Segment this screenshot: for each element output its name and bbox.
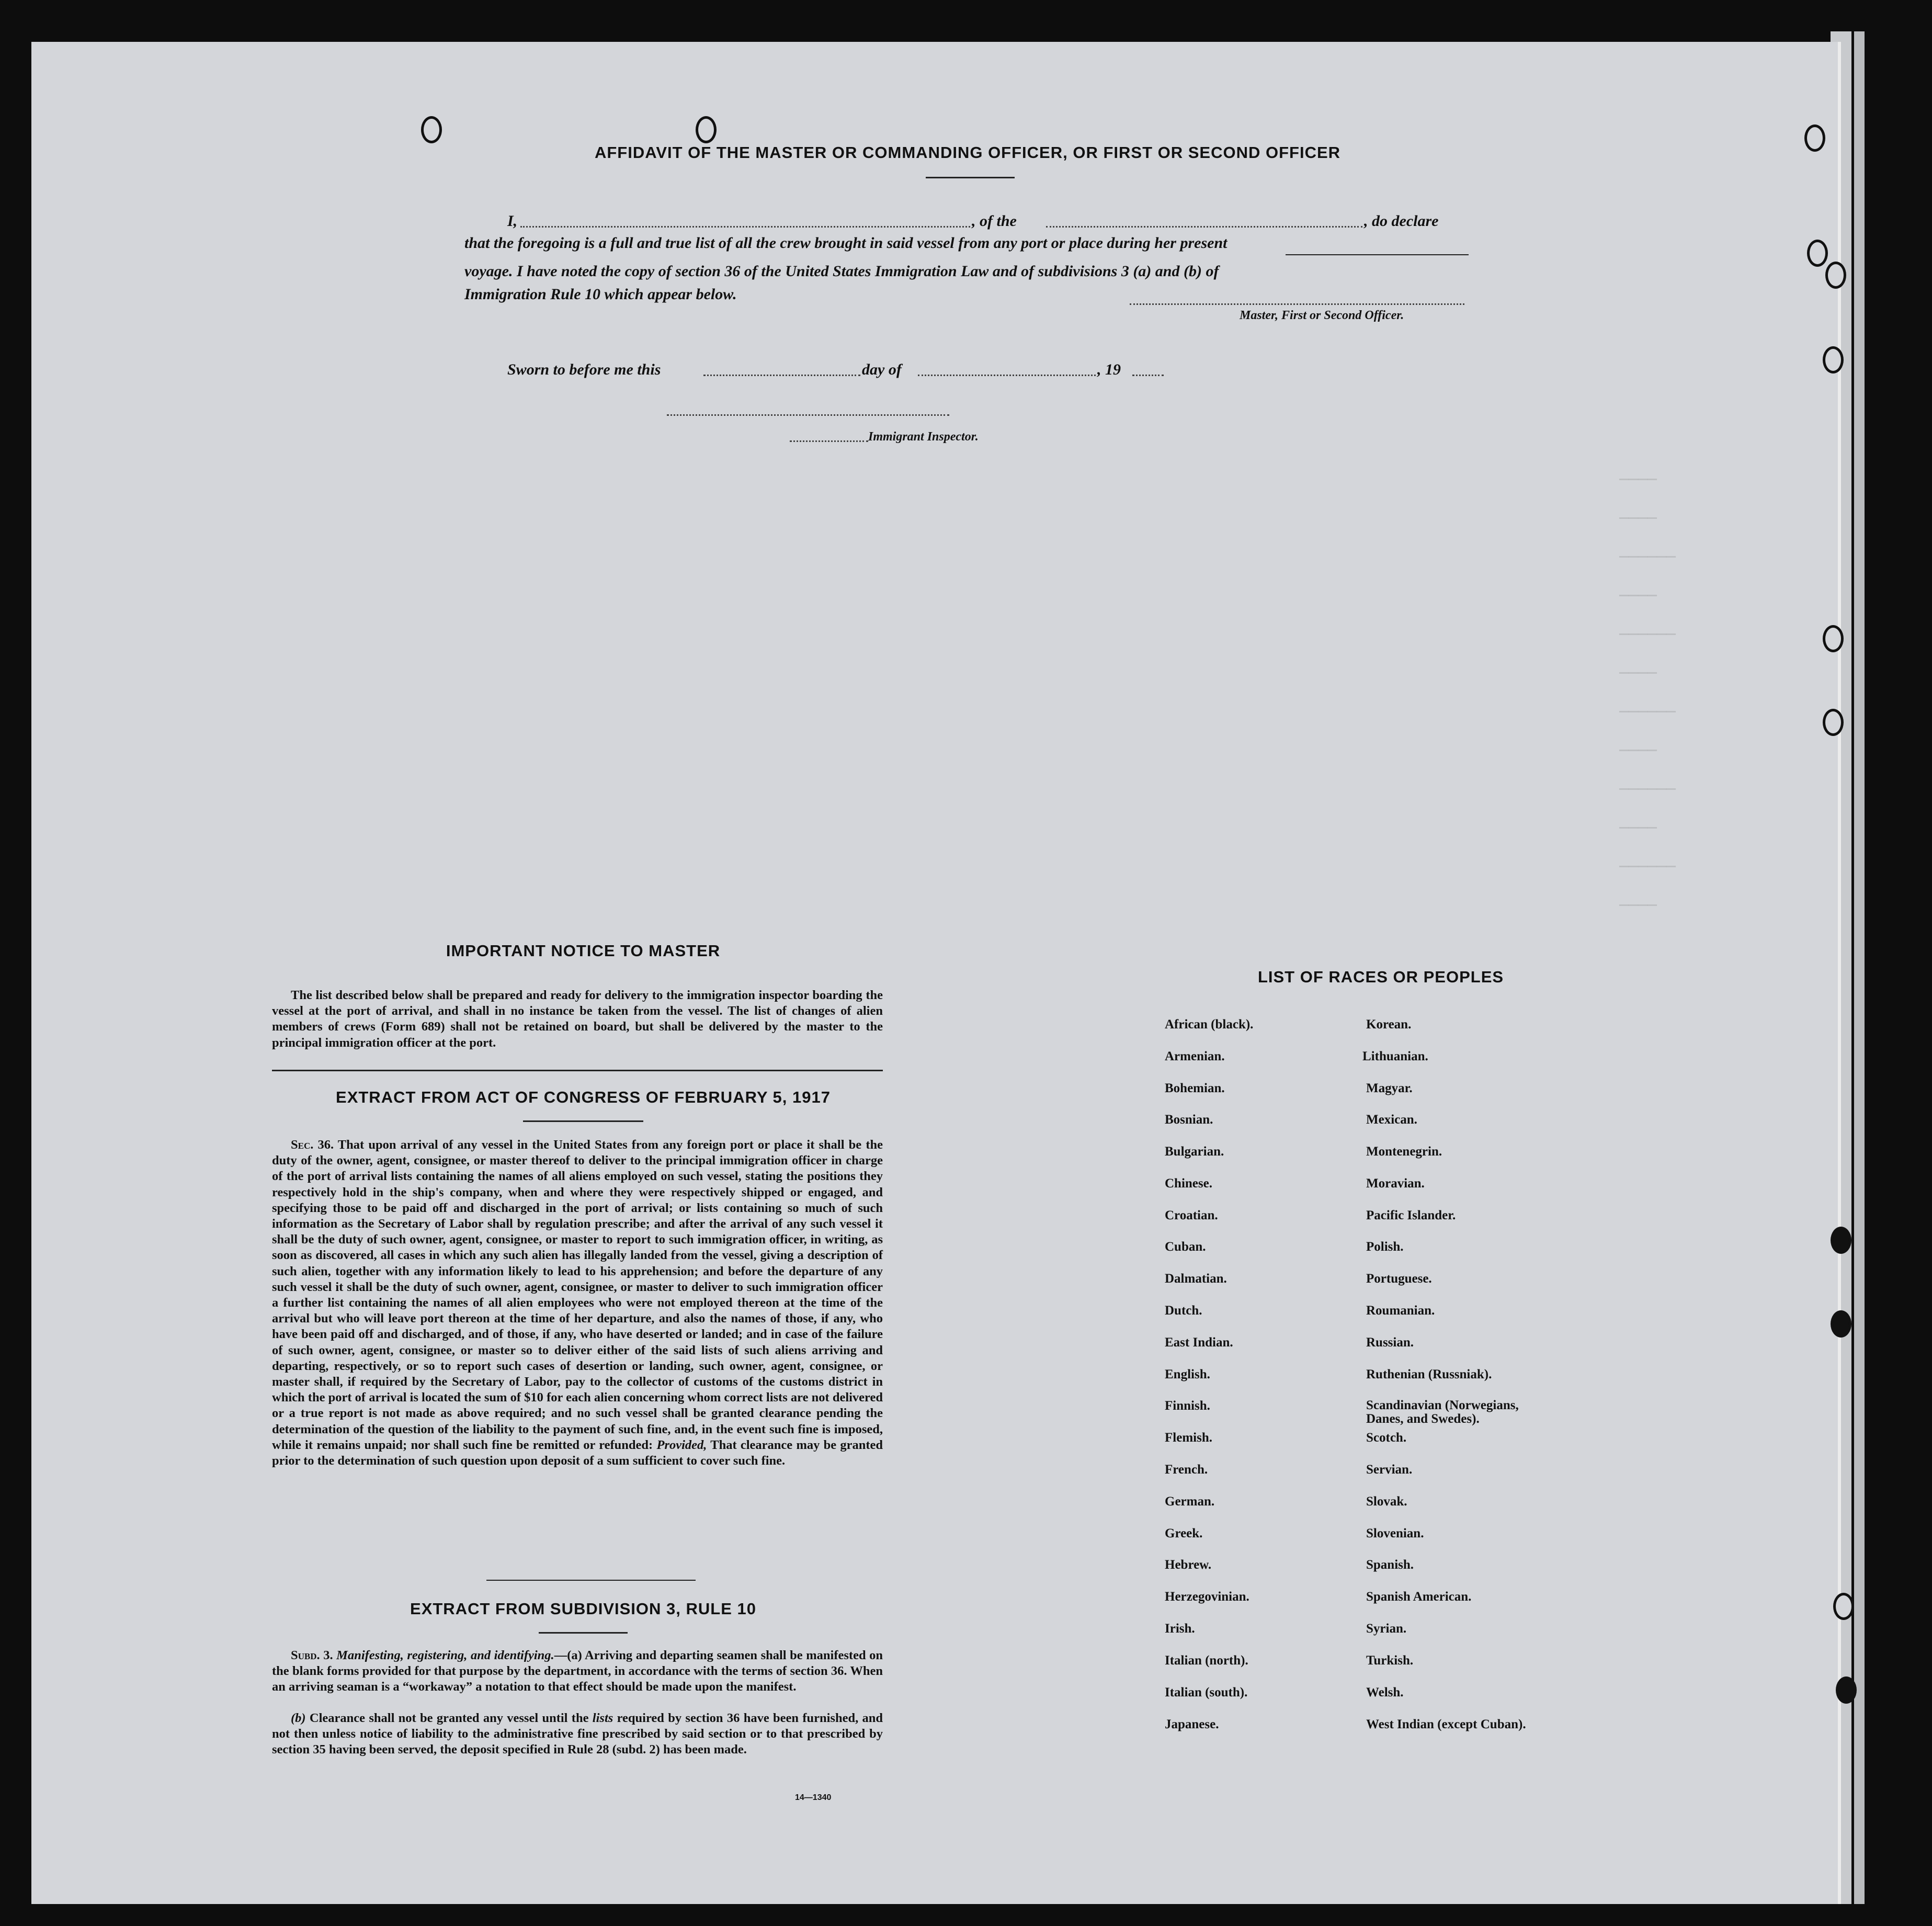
race-item: English. (1165, 1367, 1210, 1381)
punch-hole (1833, 1593, 1854, 1620)
race-item: Welsh. (1366, 1685, 1404, 1700)
punch-hole (1804, 124, 1825, 152)
race-item: Spanish American. (1366, 1590, 1472, 1604)
act-title-rule (523, 1120, 643, 1122)
race-item: Roumanian. (1366, 1304, 1435, 1318)
act-title: EXTRACT FROM ACT OF CONGRESS OF FEBRUARY 5, 1917 (336, 1088, 831, 1106)
race-item: French. (1165, 1463, 1208, 1477)
day-of-label: day of (862, 361, 902, 378)
rule-subd-b (272, 1710, 883, 1758)
bleed-through-texture: ———— ———— —————— ———— —————— ———— —————— ———— —————— ———— —————— ———— (1619, 471, 1676, 914)
notice-separator (272, 1070, 883, 1071)
race-item: Flemish. (1165, 1431, 1212, 1445)
race-item: West Indian (except Cuban). (1366, 1717, 1526, 1731)
affidavit-title: AFFIDAVIT OF THE MASTER OR COMMANDING OFFICER, OR FIRST OR SECOND OFFICER (594, 143, 1341, 162)
race-item: Greek. (1165, 1526, 1203, 1540)
affidavit-declare-label: , do declare (1364, 212, 1439, 230)
race-item: Servian. (1366, 1463, 1413, 1477)
inspector-caption: Immigrant Inspector. (868, 430, 979, 444)
affidavit-line-4: Immigration Rule 10 which appear below. (464, 286, 737, 303)
vessel-name-field[interactable] (1046, 226, 1362, 228)
race-item: Syrian. (1366, 1622, 1407, 1636)
master-signature-caption: Master, First or Second Officer. (1240, 309, 1404, 322)
notice-title: IMPORTANT NOTICE TO MASTER (446, 942, 721, 960)
subd-b-text-1: Clearance shall not be granted any vessel until the (309, 1711, 589, 1725)
race-item: Mexican. (1366, 1113, 1417, 1127)
sec-36-proviso: That clearance may be granted prior to the determination of such question upon deposit of a sum sufficient to cover such fine. (272, 1437, 883, 1468)
races-title: LIST OF RACES OR PEOPLES (1257, 968, 1504, 986)
punch-hole (1823, 346, 1844, 373)
sec-36-text: That upon arrival of any vessel in the United States from any foreign port or place it shall be the duty of the owner, agent, consignee, or master thereof to deliver to the principal immigration officer in charge of the port of arrival lists containing the names of all aliens employed on such vessel, stating the positions they respectively hold in the ship's company, when and where they were respectively shipped or engaged, and specifying those to be paid off and discharged in the port of arrival; or lists containing so much of such information as the Secretary of Labor shall by regulation prescribe; and after the arrival of any such vessel it shall be the duty of such owner, agent, consignee, or master to report to such immigration officer, in writing, as soon as discovered, all cases in which any such alien has illegally landed from the vessel, giving a description of such alien, together with any information likely to lead to his apprehension; and before the departure of any such vessel it shall be the duty of such owner, agent, consignee, or master to deliver to such immigration officer a further list containing the names of all alien employees who were not employed thereon at the time of the arrival but who will leave port thereon at the time of her departure, and also the names of those, if any, who have been paid off and discharged, and of those, if any, who have deserted or landed; and in case of the failure of such owner, agent, consignee, or master so to deliver either of the said lists of such aliens arriving and departing, respectively, or so to report such cases of desertion or landing, such owner, agent, consignee, or master shall, if required by the Secretary of Labor, pay to the collector of customs of the customs district in which the port of arrival is located the sum of $10 for each alien concerning whom correct lists are not delivered or a true report is not made as above required; and no such vessel shall be granted clearance pending the determination of the question of the liability to the payment of such fine, and, in the event such fine is imposed, while it remains unpaid; nor shall such fine be remitted or refunded: (272, 1138, 883, 1452)
sworn-label: Sworn to before me this (507, 361, 661, 378)
act-separator (486, 1580, 696, 1581)
race-item: Armenian. (1165, 1049, 1225, 1063)
sec-label: Sec. 36. (291, 1138, 334, 1152)
subd-b-lists: lists (592, 1711, 613, 1725)
race-item: Slovak. (1366, 1494, 1407, 1509)
affidavit-of-the-label: , of the (972, 212, 1017, 230)
subd-a-text: Arriving and departing seamen shall be manifested on the blank forms provided for that purpose by the department, in accordance with the terms of section 36. When an arriving seaman is a “workaway” a notation to that effect should be made upon the manifest. (272, 1648, 883, 1694)
race-item: Ruthenian (Russniak). (1366, 1367, 1492, 1381)
punch-hole (1836, 1676, 1857, 1704)
race-item: German. (1165, 1494, 1215, 1509)
race-item: Portuguese. (1366, 1272, 1432, 1286)
master-signature-field[interactable] (1130, 303, 1464, 305)
race-item: Turkish. (1366, 1653, 1414, 1668)
subd-b-label: (b) (291, 1711, 306, 1725)
notice-body (272, 988, 883, 1051)
race-item: Magyar. (1366, 1081, 1413, 1095)
race-item: Bohemian. (1165, 1081, 1225, 1095)
subd-heading: Manifesting, registering, and identifying. (336, 1648, 554, 1662)
act-section-36 (272, 1137, 883, 1469)
sworn-day-field[interactable] (703, 375, 860, 376)
provided-term: Provided, (656, 1437, 707, 1452)
year-label: , 19 (1097, 361, 1121, 378)
race-item: Bosnian. (1165, 1113, 1213, 1127)
punch-hole (1825, 262, 1846, 289)
race-item: Italian (south). (1165, 1685, 1248, 1700)
race-item: Italian (north). (1165, 1653, 1248, 1668)
race-item: Hebrew. (1165, 1558, 1212, 1572)
race-item: Herzegovinian. (1165, 1590, 1249, 1604)
notice-text: The list described below shall be prepared and ready for delivery to the immigration inspector boarding the vessel at the port of arrival, and shall in no instance be taken from the vessel. The list of changes of alien members of crews (Form 689) shall not be retained on board, but shall be delivered by the master to the principal immigration officer at the port. (272, 988, 883, 1050)
rule-subd-a (272, 1648, 883, 1695)
race-item: Scotch. (1366, 1431, 1407, 1445)
affidavit-line-3: voyage. I have noted the copy of section 36 of the United States Immigration Law and of subdivisions 3 (a) and (b) of (464, 263, 1219, 280)
race-item: Korean. (1366, 1017, 1412, 1032)
affidavit-line-2-underline (1286, 254, 1469, 255)
subd-label: Subd. 3. (291, 1648, 333, 1662)
affidavit-i-label: I, (507, 212, 518, 230)
race-item: Montenegrin. (1366, 1145, 1442, 1159)
race-item: Dutch. (1165, 1304, 1202, 1318)
punch-hole (1823, 625, 1844, 652)
punch-hole (696, 116, 717, 143)
punch-hole (1823, 709, 1844, 736)
race-item: Lithuanian. (1362, 1049, 1428, 1063)
race-item: Spanish. (1366, 1558, 1414, 1572)
paper-edge-right-2 (1854, 31, 1865, 1904)
race-item: Irish. (1165, 1622, 1195, 1636)
race-item: Finnish. (1165, 1399, 1210, 1413)
race-item: East Indian. (1165, 1335, 1233, 1350)
inspector-signature-field-2[interactable] (790, 440, 868, 442)
affidavit-title-rule (926, 177, 1015, 178)
subd-a-label: —(a) (554, 1648, 582, 1662)
race-item: Polish. (1366, 1240, 1404, 1254)
sworn-month-field[interactable] (918, 375, 1096, 376)
sworn-year-field[interactable] (1132, 375, 1164, 376)
race-item: Croatian. (1165, 1208, 1218, 1222)
race-item: Pacific Islander. (1366, 1208, 1456, 1222)
race-item: Chinese. (1165, 1176, 1212, 1191)
affidavit-line-2: that the foregoing is a full and true list of all the crew brought in said vessel from any port or place during her present (464, 234, 1228, 252)
race-item: Bulgarian. (1165, 1145, 1224, 1159)
race-item: African (black). (1165, 1017, 1254, 1032)
rule-title: EXTRACT FROM SUBDIVISION 3, RULE 10 (410, 1600, 756, 1618)
race-item: Dalmatian. (1165, 1272, 1227, 1286)
race-item: Scandinavian (Norwegians, Danes, and Swedes). (1366, 1398, 1519, 1426)
punch-hole (1807, 240, 1828, 267)
race-item: Japanese. (1165, 1717, 1219, 1731)
master-name-field[interactable] (520, 226, 970, 228)
punch-hole (1831, 1227, 1851, 1254)
race-item: Russian. (1366, 1335, 1414, 1350)
race-item: Slovenian. (1366, 1526, 1424, 1540)
punch-hole (1831, 1310, 1851, 1338)
race-item: Cuban. (1165, 1240, 1206, 1254)
race-item: Moravian. (1366, 1176, 1425, 1191)
inspector-signature-field[interactable] (667, 414, 949, 416)
form-number: 14—1340 (795, 1793, 832, 1802)
punch-hole (421, 116, 442, 143)
subd-b-text-2: required by section 36 have been furnished, and not then unless notice of liability to the administrative fine prescribed by said section or to that prescribed by section 35 having been served, the deposit specified in Rule 28 (subd. 2) has been made. (272, 1711, 883, 1757)
rule-title-rule (539, 1632, 628, 1634)
